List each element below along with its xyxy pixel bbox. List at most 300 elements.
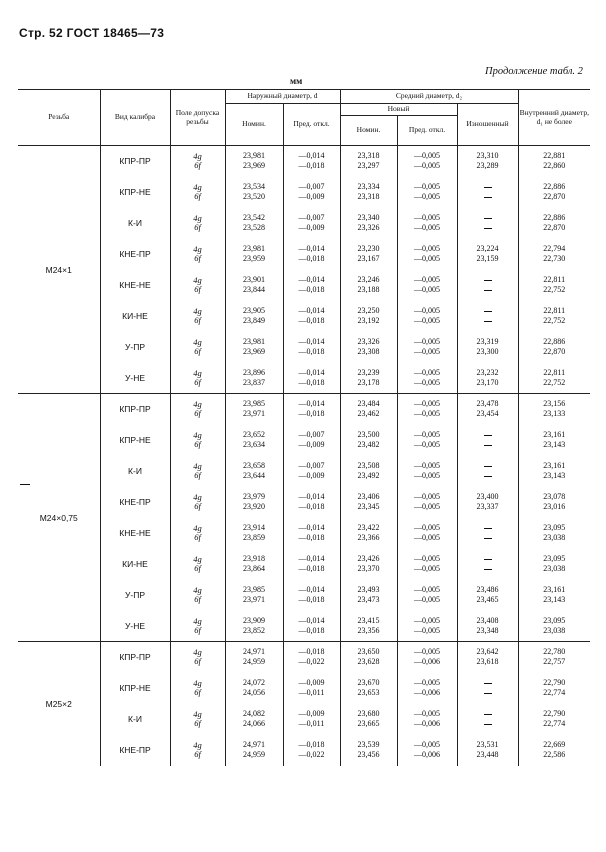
worn-cell (457, 363, 518, 394)
mid-nom-cell (340, 301, 397, 332)
inner-value: 23,156 (543, 399, 566, 409)
outer-nom-cell (225, 332, 283, 363)
outer_dev-value: —0,018 (298, 533, 325, 542)
mid_nom-value: 23,492 (357, 471, 380, 480)
tolerance-cell (170, 611, 225, 642)
mid_nom-value: 23,230 (357, 244, 380, 253)
th-new: Новый (340, 104, 457, 116)
mid_dev-value: —0,005 (414, 337, 440, 346)
outer_nom-value: 23,914 (243, 523, 265, 532)
tol-value: 6f (194, 191, 201, 201)
worn-cell (457, 239, 518, 270)
worn-value: 23,224 (476, 244, 499, 253)
tol-value: 6f (194, 284, 201, 294)
outer_dev-value: —0,009 (298, 709, 325, 718)
mid-nom-cell (340, 580, 397, 611)
outer_dev-value: —0,014 (298, 337, 325, 346)
inner-value: 23,161 (543, 430, 566, 439)
outer_dev-value: —0,009 (298, 440, 325, 449)
worn-cell (457, 332, 518, 363)
worn-value: 23,232 (476, 367, 499, 377)
mid_dev-value: —0,005 (414, 585, 440, 594)
mid_dev-value: —0,006 (414, 688, 440, 697)
outer-dev-cell (283, 735, 340, 766)
th-outer-nom: Номин. (225, 104, 283, 146)
tolerance-cell (170, 177, 225, 208)
mid_dev-value: —0,005 (414, 502, 440, 511)
mid_dev-value: —0,005 (414, 399, 440, 409)
empty-mark (458, 461, 518, 471)
table-row (18, 735, 590, 766)
mid_dev-value: —0,005 (414, 461, 440, 470)
mid_nom-value: 23,192 (357, 316, 380, 325)
tol-value: 6f (194, 160, 201, 171)
mid_nom-value: 23,345 (357, 502, 380, 511)
mid-nom-cell (340, 673, 397, 704)
mid_dev-value: —0,005 (414, 151, 440, 161)
outer-nom-cell (225, 518, 283, 549)
empty-mark (458, 440, 518, 450)
worn-cell (457, 518, 518, 549)
mid_nom-value: 23,653 (357, 688, 380, 697)
outer_dev-value: —0,018 (298, 564, 325, 573)
mid_nom-value: 23,628 (357, 657, 380, 667)
outer_nom-value: 24,971 (243, 740, 265, 749)
mid_dev-value: —0,005 (414, 615, 440, 625)
tol-value: 4g (193, 151, 202, 162)
empty-mark (458, 285, 518, 295)
outer_dev-value: —0,022 (298, 657, 325, 667)
tol-value: 4g (193, 430, 202, 440)
th-middle: Средний диаметр, d₂ (340, 90, 518, 104)
mid-dev-cell (397, 270, 457, 301)
outer_nom-value: 24,971 (243, 647, 265, 657)
worn-value: 23,448 (476, 750, 499, 759)
tol-value: 6f (194, 718, 201, 728)
th-gauge: Вид калибра (100, 90, 170, 146)
worn-cell (457, 704, 518, 735)
gauge-type: КНЕ-ПР (100, 239, 170, 270)
tol-value: 4g (193, 585, 202, 595)
mid-dev-cell (397, 177, 457, 208)
th-outer-dev: Пред. откл. (283, 104, 340, 146)
outer_dev-value: —0,009 (298, 223, 325, 232)
outer_dev-value: —0,018 (298, 161, 325, 171)
mid_dev-value: —0,005 (414, 223, 440, 232)
empty-mark (458, 192, 518, 202)
mid-nom-cell (340, 239, 397, 270)
mid_dev-value: —0,005 (414, 377, 440, 387)
inner-value: 22,752 (543, 316, 566, 325)
inner-value: 22,774 (543, 688, 566, 697)
thread-label: M25×2 (18, 642, 100, 766)
outer-dev-cell (283, 146, 340, 177)
worn-value: 23,642 (476, 647, 499, 657)
outer_nom-value: 23,849 (243, 316, 265, 325)
mid_nom-value: 23,326 (357, 223, 380, 232)
outer_dev-value: —0,018 (298, 740, 325, 749)
inner-value: 22,886 (543, 213, 566, 222)
mid_nom-value: 23,500 (357, 430, 380, 439)
outer_dev-value: —0,009 (298, 192, 325, 201)
mid_nom-value: 23,422 (357, 523, 380, 532)
outer_dev-value: —0,009 (298, 678, 325, 687)
table-row (18, 673, 590, 704)
mid-dev-cell (397, 580, 457, 611)
mid-nom-cell (340, 735, 397, 766)
mid_dev-value: —0,005 (414, 285, 440, 294)
inner-value: 23,016 (543, 502, 566, 511)
tol-value: 6f (194, 687, 201, 697)
inner-value: 23,161 (543, 585, 566, 594)
outer-nom-cell (225, 239, 283, 270)
table-row (18, 363, 590, 394)
inner-value: 22,811 (543, 306, 566, 315)
empty-mark (458, 688, 518, 698)
mid_dev-value: —0,005 (414, 492, 440, 501)
table-row (18, 456, 590, 487)
mid-dev-cell (397, 363, 457, 394)
outer-dev-cell (283, 177, 340, 208)
tol-value: 4g (193, 554, 202, 564)
outer-dev-cell (283, 642, 340, 673)
gauge-type: КНЕ-НЕ (100, 270, 170, 301)
outer_nom-value: 23,844 (243, 285, 265, 294)
mid_nom-value: 23,462 (357, 409, 380, 419)
empty-mark (458, 554, 518, 564)
worn-cell (457, 673, 518, 704)
worn-value: 23,486 (476, 585, 499, 594)
mid_dev-value: —0,005 (414, 740, 440, 749)
outer_nom-value: 23,985 (243, 399, 265, 409)
tolerance-cell (170, 239, 225, 270)
table-row (18, 239, 590, 270)
outer_dev-value: —0,014 (298, 585, 325, 594)
inner-cell (518, 456, 590, 487)
outer_nom-value: 23,520 (243, 192, 265, 201)
outer-dev-cell (283, 518, 340, 549)
mid-dev-cell (397, 549, 457, 580)
tol-value: 4g (193, 492, 202, 502)
mid_dev-value: —0,005 (414, 595, 440, 604)
mid_dev-value: —0,005 (414, 161, 440, 171)
outer-dev-cell (283, 301, 340, 332)
outer_nom-value: 23,909 (243, 615, 265, 625)
tolerance-cell (170, 518, 225, 549)
tol-value: 6f (194, 532, 201, 542)
outer_dev-value: —0,014 (298, 367, 325, 377)
mid_nom-value: 23,665 (357, 719, 380, 728)
inner-value: 22,886 (543, 182, 566, 191)
inner-value: 23,143 (543, 471, 566, 480)
mid_nom-value: 23,297 (357, 161, 380, 171)
tolerance-cell (170, 704, 225, 735)
mid-nom-cell (340, 518, 397, 549)
outer_dev-value: —0,014 (298, 151, 325, 161)
outer_nom-value: 24,072 (243, 678, 265, 687)
outer_nom-value: 23,542 (243, 213, 265, 222)
tol-value: 6f (194, 501, 201, 511)
inner-cell (518, 549, 590, 580)
mid_dev-value: —0,005 (414, 409, 440, 419)
worn-cell (457, 208, 518, 239)
tolerance-cell (170, 456, 225, 487)
table-row (18, 425, 590, 456)
mid_dev-value: —0,005 (414, 471, 440, 480)
outer-nom-cell (225, 394, 283, 425)
mid-dev-cell (397, 611, 457, 642)
outer_nom-value: 23,652 (243, 430, 265, 439)
outer_dev-value: —0,018 (298, 254, 325, 263)
mid-nom-cell (340, 549, 397, 580)
mid-dev-cell (397, 301, 457, 332)
gauge-type: У-ПР (100, 332, 170, 363)
outer-nom-cell (225, 177, 283, 208)
outer_nom-value: 23,896 (243, 367, 265, 377)
empty-mark (458, 523, 518, 533)
tol-value: 6f (194, 749, 201, 759)
mid_nom-value: 23,318 (357, 151, 380, 161)
mid_dev-value: —0,005 (414, 430, 440, 439)
inner-value: 22,790 (543, 678, 566, 687)
outer-dev-cell (283, 239, 340, 270)
worn-value: 23,531 (476, 740, 499, 749)
mid_nom-value: 23,370 (357, 564, 380, 573)
outer-nom-cell (225, 549, 283, 580)
inner-value: 23,095 (543, 523, 566, 532)
mid_dev-value: —0,005 (414, 347, 440, 356)
mid_nom-value: 23,473 (357, 595, 380, 604)
thread-label: M24×1 (18, 146, 100, 394)
inner-cell (518, 611, 590, 642)
table-row (18, 394, 590, 425)
outer-dev-cell (283, 580, 340, 611)
empty-mark (458, 182, 518, 192)
inner-cell (518, 208, 590, 239)
inner-value: 22,780 (543, 647, 566, 657)
outer-dev-cell (283, 456, 340, 487)
inner-value: 23,095 (543, 615, 566, 625)
tol-value: 6f (194, 563, 201, 573)
inner-cell (518, 363, 590, 394)
outer_nom-value: 23,971 (243, 409, 265, 419)
outer-nom-cell (225, 673, 283, 704)
inner-value: 23,161 (543, 461, 566, 470)
outer-nom-cell (225, 301, 283, 332)
th-tolerance: Поле допуска резьбы (170, 90, 225, 146)
mid-nom-cell (340, 177, 397, 208)
inner-value: 22,774 (543, 719, 566, 728)
mid_nom-value: 23,456 (357, 750, 380, 759)
mid_nom-value: 23,680 (357, 709, 380, 718)
outer_nom-value: 23,918 (243, 554, 265, 563)
worn-value: 23,337 (476, 502, 499, 511)
mid_dev-value: —0,005 (414, 647, 440, 657)
outer_dev-value: —0,018 (298, 647, 325, 657)
worn-value: 23,465 (476, 595, 499, 604)
mid_nom-value: 23,539 (357, 740, 380, 749)
mid_nom-value: 23,178 (357, 377, 380, 387)
mid_nom-value: 23,250 (357, 306, 380, 315)
inner-cell (518, 704, 590, 735)
outer-nom-cell (225, 270, 283, 301)
mid_nom-value: 23,308 (357, 347, 380, 356)
inner-cell (518, 487, 590, 518)
outer_dev-value: —0,011 (298, 688, 325, 697)
tol-value: 6f (194, 315, 201, 325)
outer-dev-cell (283, 611, 340, 642)
table-row (18, 704, 590, 735)
tol-value: 4g (193, 615, 202, 626)
mid-nom-cell (340, 208, 397, 239)
outer-nom-cell (225, 146, 283, 177)
worn-cell (457, 270, 518, 301)
tolerance-cell (170, 394, 225, 425)
mid_dev-value: —0,005 (414, 306, 440, 315)
worn-cell (457, 301, 518, 332)
worn-cell (457, 642, 518, 673)
empty-mark (458, 316, 518, 326)
table-row (18, 611, 590, 642)
gauge-type: КИ-НЕ (100, 549, 170, 580)
worn-value: 23,478 (476, 399, 499, 409)
outer_nom-value: 23,920 (243, 502, 265, 511)
mid-nom-cell (340, 611, 397, 642)
worn-cell (457, 611, 518, 642)
worn-cell (457, 549, 518, 580)
mid-dev-cell (397, 425, 457, 456)
mid-dev-cell (397, 735, 457, 766)
inner-cell (518, 332, 590, 363)
tol-value: 6f (194, 253, 201, 263)
tolerance-cell (170, 642, 225, 673)
table-row (18, 642, 590, 673)
empty-mark (458, 709, 518, 719)
outer_dev-value: —0,018 (298, 502, 325, 511)
outer_nom-value: 23,837 (243, 377, 265, 387)
tol-value: 4g (193, 182, 202, 192)
table-row (18, 177, 590, 208)
outer-dev-cell (283, 673, 340, 704)
empty-mark (458, 719, 518, 729)
mid_dev-value: —0,005 (414, 244, 440, 253)
worn-cell (457, 487, 518, 518)
outer_dev-value: —0,018 (298, 316, 325, 325)
outer_dev-value: —0,022 (298, 750, 325, 759)
thread-label: M24×0,75 (18, 394, 100, 642)
outer_dev-value: —0,018 (298, 409, 325, 419)
mid-dev-cell (397, 456, 457, 487)
mid-dev-cell (397, 332, 457, 363)
mid_nom-value: 23,415 (357, 615, 380, 625)
tol-value: 6f (194, 439, 201, 449)
inner-value: 22,752 (543, 377, 566, 387)
page-header: Стр. 52 ГОСТ 18465—73 (19, 26, 165, 40)
outer_nom-value: 23,859 (243, 533, 265, 542)
mid-nom-cell (340, 425, 397, 456)
inner-cell (518, 177, 590, 208)
gauge-type: КНЕ-ПР (100, 735, 170, 766)
tol-value: 6f (194, 656, 201, 667)
outer_dev-value: —0,014 (298, 523, 325, 532)
mid-nom-cell (340, 642, 397, 673)
mid-nom-cell (340, 146, 397, 177)
mid_dev-value: —0,006 (414, 719, 440, 728)
tol-value: 4g (193, 709, 202, 719)
mid-dev-cell (397, 208, 457, 239)
worn-value: 23,319 (476, 337, 499, 346)
inner-value: 22,752 (543, 285, 566, 294)
tol-value: 4g (193, 399, 202, 410)
table-row (18, 580, 590, 611)
mid_nom-value: 23,239 (357, 367, 380, 377)
worn-cell (457, 146, 518, 177)
outer_nom-value: 24,066 (243, 719, 265, 728)
mid-nom-cell (340, 704, 397, 735)
tol-value: 6f (194, 346, 201, 356)
tolerance-cell (170, 549, 225, 580)
outer_nom-value: 23,905 (243, 306, 265, 315)
outer_dev-value: —0,014 (298, 615, 325, 625)
mid-dev-cell (397, 704, 457, 735)
tol-value: 4g (193, 367, 202, 378)
outer_dev-value: —0,009 (298, 471, 325, 480)
outer-dev-cell (283, 704, 340, 735)
mid_dev-value: —0,005 (414, 678, 440, 687)
outer_nom-value: 23,634 (243, 440, 265, 449)
inner-cell (518, 425, 590, 456)
outer_dev-value: —0,014 (298, 244, 325, 253)
table-row (18, 146, 590, 177)
inner-value: 23,038 (543, 564, 566, 573)
tol-value: 4g (193, 678, 202, 688)
inner-value: 23,038 (543, 625, 566, 635)
table-row (18, 518, 590, 549)
outer_nom-value: 23,901 (243, 275, 265, 284)
worn-value: 23,408 (476, 615, 499, 625)
inner-value: 23,143 (543, 595, 566, 604)
inner-cell (518, 146, 590, 177)
tolerance-cell (170, 425, 225, 456)
tol-value: 4g (193, 244, 202, 254)
empty-mark (458, 564, 518, 574)
inner-cell (518, 518, 590, 549)
gauge-table (18, 89, 590, 766)
mid_dev-value: —0,005 (414, 709, 440, 718)
outer_dev-value: —0,007 (298, 182, 325, 191)
outer_dev-value: —0,007 (298, 461, 325, 470)
mid_dev-value: —0,005 (414, 554, 440, 563)
tolerance-cell (170, 580, 225, 611)
mid_dev-value: —0,005 (414, 533, 440, 542)
inner-value: 22,870 (543, 347, 566, 356)
tol-value: 6f (194, 594, 201, 604)
mid_nom-value: 23,484 (357, 399, 380, 409)
tolerance-cell (170, 301, 225, 332)
empty-mark (458, 223, 518, 233)
gauge-type: КИ-НЕ (100, 301, 170, 332)
mid_nom-value: 23,340 (357, 213, 380, 222)
tol-value: 4g (193, 213, 202, 223)
outer-dev-cell (283, 208, 340, 239)
mid_nom-value: 23,334 (357, 182, 380, 191)
worn-value: 23,300 (476, 347, 499, 356)
gauge-type: К-И (100, 704, 170, 735)
outer_dev-value: —0,018 (298, 625, 325, 635)
outer_nom-value: 23,864 (243, 564, 265, 573)
empty-mark (458, 533, 518, 543)
inner-value: 22,790 (543, 709, 566, 718)
